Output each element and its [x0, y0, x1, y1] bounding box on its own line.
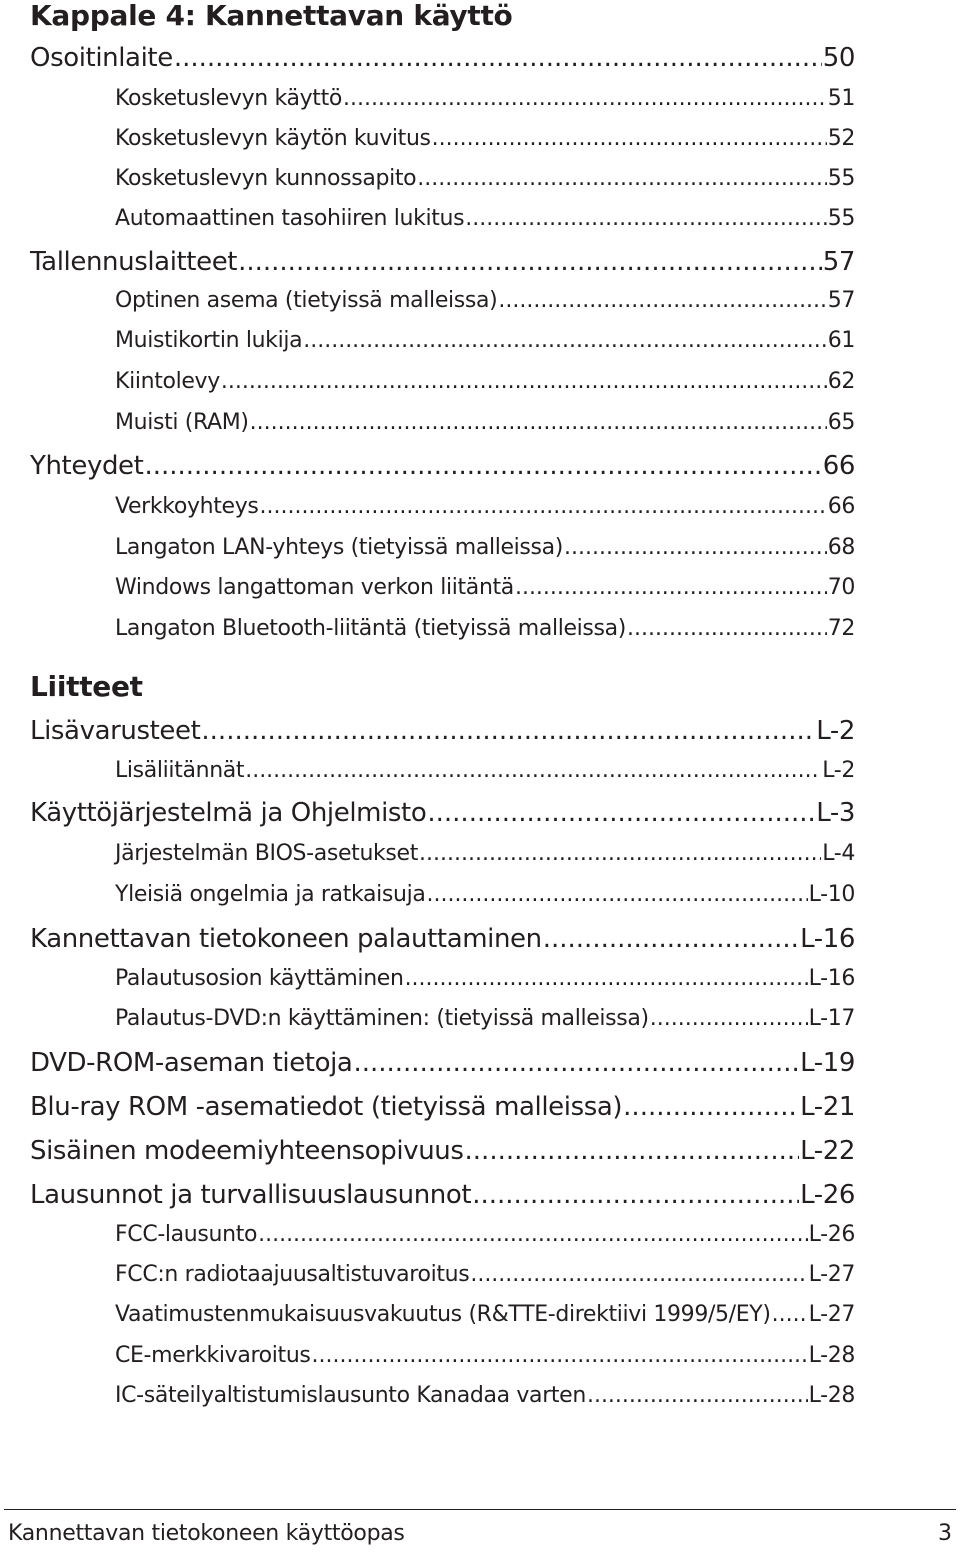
toc-entry-page-number: 65 — [827, 410, 855, 435]
toc-entry-title: Osoitinlaite — [30, 43, 173, 73]
toc-entry-page-number: 52 — [827, 126, 855, 151]
toc-entry-title: Sisäinen modeemiyhteensopivuus — [30, 1136, 464, 1166]
toc-entry[interactable] — [30, 45, 855, 71]
toc-dot-leader — [144, 453, 821, 479]
toc-dot-leader — [259, 496, 826, 518]
toc-entry[interactable] — [30, 800, 855, 826]
toc-dot-leader — [426, 884, 807, 906]
toc-entry-title: Järjestelmän BIOS-asetukset — [115, 841, 419, 866]
toc-entry[interactable] — [115, 1224, 855, 1246]
toc-entry-page-number: L-17 — [808, 1006, 855, 1031]
toc-entry[interactable] — [115, 330, 855, 352]
toc-entry-page-number: L-3 — [816, 798, 855, 828]
toc-entry[interactable] — [30, 1094, 855, 1120]
toc-entry[interactable] — [115, 371, 855, 393]
toc-entry[interactable] — [115, 537, 855, 559]
toc-entry-page-number: 61 — [827, 328, 855, 353]
toc-entry[interactable] — [30, 718, 855, 744]
footer-divider — [4, 1509, 956, 1510]
toc-entry-title: Lisäliitännät — [115, 758, 245, 783]
toc-dot-leader — [623, 1094, 799, 1120]
toc-entry[interactable] — [115, 496, 855, 518]
toc-entry-page-number: L-26 — [800, 1180, 855, 1210]
toc-dot-leader — [465, 208, 826, 230]
toc-dot-leader — [201, 718, 815, 744]
toc-entry-page-number: L-16 — [808, 966, 855, 991]
toc-entry[interactable] — [115, 208, 855, 230]
toc-entry-title: Muisti (RAM) — [115, 410, 249, 435]
toc-entry[interactable] — [30, 1050, 855, 1076]
toc-entry-title: Verkkoyhteys — [115, 494, 259, 519]
toc-entry[interactable] — [115, 843, 855, 865]
toc-entry[interactable] — [30, 453, 855, 479]
toc-entry-title: Vaatimustenmukaisuusvakuutus (R&TTE-direktiivi 1999/5/EY) — [115, 1302, 771, 1327]
toc-entry-page-number: 51 — [827, 86, 855, 111]
toc-entry-page-number: 66 — [827, 494, 855, 519]
toc-entry[interactable] — [115, 760, 855, 782]
toc-dot-leader — [405, 968, 808, 990]
toc-dot-leader — [419, 843, 821, 865]
toc-entry[interactable] — [30, 926, 855, 952]
footer-page-number: 3 — [938, 1521, 952, 1546]
toc-dot-leader — [250, 412, 827, 434]
toc-entry[interactable] — [115, 1345, 855, 1367]
toc-entry[interactable] — [30, 1182, 855, 1208]
toc-entry-page-number: 50 — [822, 43, 855, 73]
toc-dot-leader — [221, 371, 827, 393]
toc-entry-title: Yhteydet — [30, 451, 144, 481]
toc-dot-leader — [465, 1138, 800, 1164]
toc-dot-leader — [312, 1345, 808, 1367]
toc-entry-title: Windows langattoman verkon liitäntä — [115, 575, 514, 600]
toc-dot-leader — [498, 290, 826, 312]
toc-dot-leader — [627, 618, 827, 640]
toc-dot-leader — [174, 45, 822, 71]
toc-entry-title: Kiintolevy — [115, 369, 220, 394]
toc-entry-title: Langaton LAN-yhteys (tietyissä malleissa) — [115, 535, 564, 560]
footer-document-title: Kannettavan tietokoneen käyttöopas — [8, 1521, 405, 1546]
toc-entry-title: Tallennuslaitteet — [30, 247, 238, 277]
toc-entry[interactable] — [115, 88, 855, 110]
toc-entry[interactable] — [115, 884, 855, 906]
toc-dot-leader — [564, 537, 827, 559]
toc-entry-title: Kosketuslevyn kunnossapito — [115, 166, 417, 191]
toc-entry-title: Palautus-DVD:n käyttäminen: (tietyissä malleissa) — [115, 1006, 649, 1031]
toc-entry-title: Muistikortin lukija — [115, 328, 303, 353]
toc-dot-leader — [303, 330, 826, 352]
appendix-heading: Liitteet — [30, 670, 143, 703]
toc-entry-title: FCC-lausunto — [115, 1222, 258, 1247]
toc-entry-title: Blu-ray ROM -asematiedot (tietyissä malleissa) — [30, 1092, 623, 1122]
toc-entry-page-number: L-27 — [808, 1262, 855, 1287]
toc-entry-page-number: 62 — [827, 369, 855, 394]
toc-entry-title: Kosketuslevyn käytön kuvitus — [115, 126, 431, 151]
toc-entry-page-number: L-21 — [800, 1092, 855, 1122]
toc-entry-title: Yleisiä ongelmia ja ratkaisuja — [115, 882, 426, 907]
toc-dot-leader — [543, 926, 799, 952]
toc-entry[interactable] — [115, 577, 855, 599]
toc-dot-leader — [587, 1385, 808, 1407]
toc-dot-leader — [650, 1008, 808, 1030]
toc-entry[interactable] — [115, 1304, 855, 1326]
toc-dot-leader — [470, 1264, 807, 1286]
toc-entry[interactable] — [115, 1264, 855, 1286]
toc-entry[interactable] — [115, 290, 855, 312]
toc-entry[interactable] — [115, 168, 855, 190]
toc-entry-page-number: 55 — [827, 166, 855, 191]
toc-entry-page-number: L-26 — [808, 1222, 855, 1247]
toc-entry-page-number: 66 — [822, 451, 855, 481]
toc-entry-page-number: L-22 — [800, 1136, 855, 1166]
toc-entry-page-number: L-2 — [822, 758, 855, 783]
toc-dot-leader — [258, 1224, 808, 1246]
toc-entry[interactable] — [115, 1008, 855, 1030]
toc-entry[interactable] — [115, 412, 855, 434]
toc-entry-title: Optinen asema (tietyissä malleissa) — [115, 288, 498, 313]
toc-entry[interactable] — [115, 968, 855, 990]
toc-entry-page-number: L-10 — [808, 882, 855, 907]
toc-entry-title: Automaattinen tasohiiren lukitus — [115, 206, 465, 231]
toc-entry-title: IC-säteilyaltistumislausunto Kanadaa varten — [115, 1383, 586, 1408]
toc-dot-leader — [427, 800, 815, 826]
toc-entry-page-number: 55 — [827, 206, 855, 231]
chapter-heading: Kappale 4: Kannettavan käyttö — [30, 0, 513, 32]
toc-dot-leader — [245, 760, 821, 782]
toc-dot-leader — [472, 1182, 799, 1208]
toc-entry-title: Lausunnot ja turvallisuuslausunnot — [30, 1180, 472, 1210]
toc-entry-page-number: 70 — [827, 575, 855, 600]
toc-entry-page-number: L-27 — [808, 1302, 855, 1327]
toc-entry-page-number: 57 — [827, 288, 855, 313]
toc-entry[interactable] — [115, 128, 855, 150]
toc-entry-title: Lisävarusteet — [30, 716, 201, 746]
toc-entry-page-number: 57 — [822, 247, 855, 277]
toc-entry[interactable] — [115, 1385, 855, 1407]
toc-entry-page-number: 68 — [827, 535, 855, 560]
toc-entry-page-number: L-28 — [808, 1383, 855, 1408]
toc-dot-leader — [432, 128, 827, 150]
toc-entry-title: Kosketuslevyn käyttö — [115, 86, 342, 111]
toc-dot-leader — [772, 1304, 808, 1326]
toc-dot-leader — [515, 577, 827, 599]
toc-entry-title: Käyttöjärjestelmä ja Ohjelmisto — [30, 798, 427, 828]
toc-entry[interactable] — [115, 618, 855, 640]
toc-entry[interactable] — [30, 1138, 855, 1164]
toc-entry-page-number: L-16 — [800, 924, 855, 954]
toc-entry-page-number: 72 — [827, 616, 855, 641]
toc-dot-leader — [343, 88, 827, 110]
toc-entry-title: Kannettavan tietokoneen palauttaminen — [30, 924, 542, 954]
toc-entry[interactable] — [30, 249, 855, 275]
toc-dot-leader — [417, 168, 826, 190]
toc-entry-page-number: L-4 — [822, 841, 855, 866]
toc-entry-page-number: L-28 — [808, 1343, 855, 1368]
toc-entry-title: CE-merkkivaroitus — [115, 1343, 311, 1368]
toc-entry-page-number: L-19 — [800, 1048, 855, 1078]
toc-entry-title: Palautusosion käyttäminen — [115, 966, 404, 991]
toc-entry-title: DVD-ROM-aseman tietoja — [30, 1048, 353, 1078]
toc-entry-page-number: L-2 — [816, 716, 855, 746]
toc-entry-title: Langaton Bluetooth-liitäntä (tietyissä malleissa) — [115, 616, 627, 641]
toc-dot-leader — [353, 1050, 799, 1076]
toc-entry-title: FCC:n radiotaajuusaltistuvaroitus — [115, 1262, 470, 1287]
toc-dot-leader — [238, 249, 822, 275]
